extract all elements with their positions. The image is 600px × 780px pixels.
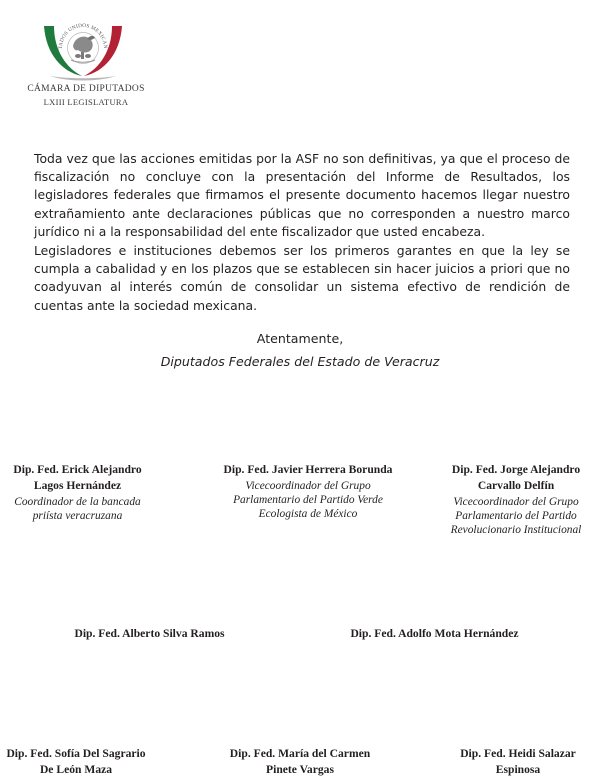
signer-role: Coordinador de la bancada <box>14 496 141 508</box>
signer-role: Ecologista de México <box>258 508 358 520</box>
signer-name: Dip. Fed. Adolfo Mota Hernández <box>350 627 519 640</box>
signer-role: Parlamentario del Partido <box>455 510 577 522</box>
logo-base-swoosh <box>50 76 116 81</box>
signer-name: Dip. Fed. María del Carmen <box>229 747 371 760</box>
body-paragraph-1: Toda vez que las acciones emitidas por la ASF no son definitivas, ya que el proceso de fiscalización no concluye con la presentación del Informe de Resultados, los legisladores federales que firmamos el presente documento hacemos llegar nuestro extrañamiento ante declaraciones públicas que no corresponden a nuestro marco jurídico ni a la responsabilidad del ente fiscalizador que usted encabeza. <box>34 151 570 239</box>
logo-ring-text: TADOS UNIDOS MEXICAN <box>57 22 109 50</box>
signer-role: Vicecoordinador del Grupo <box>453 496 579 508</box>
signer-role: Vicecoordinador del Grupo <box>245 480 371 492</box>
signer-name: Dip. Fed. Javier Herrera Borunda <box>223 463 393 476</box>
chamber-name: CÁMARA DE DIPUTADOS <box>27 84 145 94</box>
signer-role: Parlamentario del Partido Verde <box>233 494 383 506</box>
legislature-label: LXIII LEGISLATURA <box>43 97 129 107</box>
signer-name: Dip. Fed. Sofía Del Sagrario <box>6 747 146 760</box>
signer-name: Dip. Fed. Heidi Salazar <box>460 747 576 760</box>
coat-of-arms-logo <box>40 6 126 84</box>
signer-name: Dip. Fed. Erick Alejandro <box>13 463 142 476</box>
signers-group: Diputados Federales del Estado de Veracruz <box>160 354 440 369</box>
eagle-seal-icon <box>68 33 99 64</box>
signer-role: priísta veracruzana <box>32 510 123 522</box>
signature-block-salazar <box>448 746 588 778</box>
signer-name: Espinosa <box>495 763 541 776</box>
signer-name: De León Maza <box>39 763 113 776</box>
signer-name: Dip. Fed. Jorge Alejandro <box>451 463 581 476</box>
signature-block-pinete <box>218 746 382 778</box>
signature-block-mota <box>342 626 527 642</box>
body-paragraph-2: Legisladores e instituciones debemos ser los primeros garantes en que la ley se cumpla a cabalidad y en los plazos que se establecen sin hacer juicios a priori que no coadyuvan al interés común de consolidar un sistema efectivo de rendición de cuentas ante la sociedad mexicana. <box>34 243 570 313</box>
signature-block-carvallo <box>436 462 596 537</box>
signer-name: Dip. Fed. Alberto Silva Ramos <box>74 627 225 640</box>
signer-name: Lagos Hernández <box>33 479 122 492</box>
signature-block-herrera <box>198 462 418 521</box>
signature-block-lagos <box>0 462 155 523</box>
signer-name: Carvallo Delfín <box>477 479 555 492</box>
signer-role: Revolucionario Institucional <box>450 524 582 536</box>
signer-name: Pinete Vargas <box>266 763 334 776</box>
signature-block-deleon <box>0 746 152 778</box>
signature-block-silva <box>62 626 237 642</box>
closing-salutation: Atentamente, <box>256 331 344 346</box>
